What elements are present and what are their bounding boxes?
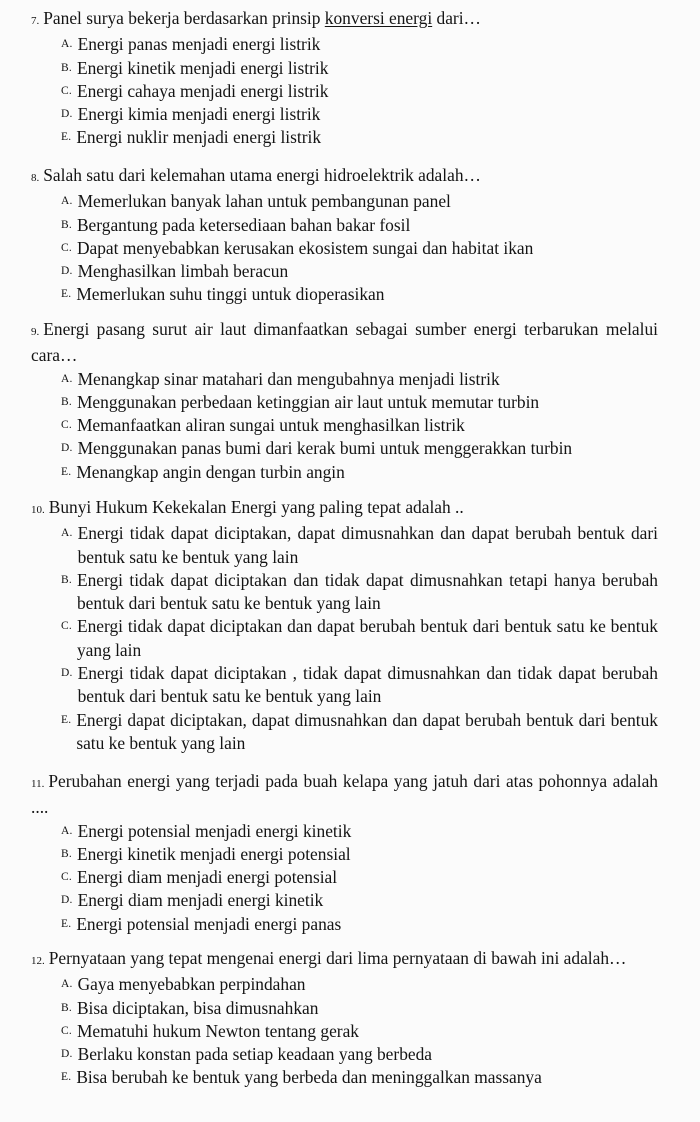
option-letter: A. [61,372,73,385]
question-10 [31,496,658,755]
option-text: Menggunakan perbedaan ketinggian air laut untuk memutar turbin [76,391,540,412]
option-text: Energi kimia menjadi energi listrik [77,104,321,125]
option-text: Bisa berubah ke bentuk yang berbeda dan meninggalkan massanya [76,1067,542,1088]
option-text: Energi nuklir menjadi energi listrik [76,127,322,148]
option-c[interactable] [61,615,658,662]
option-a[interactable] [61,190,658,213]
option-b[interactable] [61,997,658,1020]
option-b[interactable] [61,57,658,80]
option-text: Energi tidak dapat diciptakan dan tidak dapat dimusnahkan tetapi hanya berubah bentuk dari bentuk satu ke bentuk yang lain [76,569,658,614]
option-letter: D. [61,894,73,907]
option-text: Energi potensial menjadi energi panas [76,913,342,934]
option-a[interactable] [61,33,658,56]
option-text: Memerlukan banyak lahan untuk pembangunan panel [77,191,451,212]
option-text: Memanfaatkan aliran sungai untuk menghasilkan listrik [76,415,465,436]
option-d[interactable] [61,260,658,283]
question-9 [31,318,658,484]
option-letter: B. [61,847,72,860]
option-letter: B. [61,573,72,586]
option-c[interactable] [61,237,658,260]
option-e[interactable] [61,709,658,756]
option-text: Mematuhi hukum Newton tentang gerak [76,1020,359,1041]
question-7 [31,7,658,150]
option-text: Energi potensial menjadi energi kinetik [77,820,352,841]
question-11 [31,770,658,936]
options-list [61,33,658,149]
option-a[interactable] [61,522,658,569]
option-e[interactable] [61,283,658,306]
option-text: Energi tidak dapat diciptakan , tidak dapat dimusnahkan dan tidak dapat berubah bentuk dari bentuk satu ke bentuk yang lain [77,663,658,707]
question-number: 11. [31,778,45,790]
option-a[interactable] [61,973,658,996]
option-text: Menggunakan panas bumi dari kerak bumi untuk menggerakkan turbin [77,438,573,459]
option-letter: C. [61,84,72,97]
option-d[interactable] [61,889,658,912]
option-text: Energi panas menjadi energi listrik [77,34,321,55]
question-number: 12. [31,955,45,967]
options-list [61,522,658,755]
question-8 [31,164,658,307]
option-letter: E. [61,131,72,144]
option-text: Energi tidak dapat diciptakan dan dapat berubah bentuk dari bentuk satu ke bentuk yang lain [76,616,658,660]
option-text: Memerlukan suhu tinggi untuk dioperasikan [76,284,385,305]
option-text: Energi tidak dapat diciptakan, dapat dimusnahkan dan dapat berubah bentuk dari bentuk satu ke bentuk yang lain [77,523,658,567]
option-d[interactable] [61,103,658,126]
question-stem: 7. Panel surya bekerja berdasarkan prinsip konversi energi dari… [31,8,481,28]
options-list [61,190,658,306]
option-letter: A. [61,978,73,991]
option-e[interactable] [61,126,658,149]
option-b[interactable] [61,843,658,866]
option-c[interactable] [61,80,658,103]
underlined-term: konversi energi [324,8,433,28]
option-letter: B. [61,61,72,74]
option-text: Menangkap angin dengan turbin angin [76,461,345,482]
option-letter: E. [61,1071,72,1084]
option-d[interactable] [61,662,658,709]
option-text: Berlaku konstan pada setiap keadaan yang berbeda [77,1044,433,1065]
option-b[interactable] [61,391,658,414]
question-stem: 9. Energi pasang surut air laut dimanfaatkan sebagai sumber energi terbarukan melalui cara… [31,319,658,366]
option-letter: C. [61,620,72,633]
option-letter: D. [61,108,73,121]
option-letter: C. [61,871,72,884]
option-text: Dapat menyebabkan kerusakan ekosistem sungai dan habitat ikan [76,237,534,258]
question-stem: 12. Pernyataan yang tepat mengenai energi dari lima pernyataan di bawah ini adalah… [31,948,627,968]
option-b[interactable] [61,214,658,237]
option-text: Gaya menyebabkan perpindahan [77,974,306,995]
option-c[interactable] [61,414,658,437]
option-text: Energi diam menjadi energi potensial [76,867,338,888]
option-letter: D. [61,1048,73,1061]
option-letter: C. [61,1024,72,1037]
option-a[interactable] [61,820,658,843]
question-stem: 8. Salah satu dari kelemahan utama energi hidroelektrik adalah… [31,165,481,185]
option-letter: B. [61,218,72,231]
options-list [61,820,658,936]
option-letter: B. [61,1001,72,1014]
option-d[interactable] [61,437,658,460]
option-letter: E. [61,917,72,930]
options-list [61,368,658,484]
option-e[interactable] [61,1066,658,1089]
option-letter: E. [61,713,72,726]
question-stem: 11. Perubahan energi yang terjadi pada buah kelapa yang jatuh dari atas pohonnya adalah .... [31,771,658,818]
option-letter: B. [61,395,72,408]
question-number: 7. [31,15,40,27]
question-number: 8. [31,172,40,184]
option-letter: A. [61,38,73,51]
option-letter: A. [61,527,73,540]
question-number: 9. [31,326,40,338]
option-b[interactable] [61,569,658,616]
option-letter: C. [61,419,72,432]
option-e[interactable] [61,913,658,936]
question-number: 10. [31,504,45,516]
option-text: Bergantung pada ketersediaan bahan bakar fosil [76,214,411,235]
option-text: Energi cahaya menjadi energi listrik [76,80,329,101]
option-letter: E. [61,465,72,478]
option-text: Menghasilkan limbah beracun [77,261,289,282]
option-text: Energi diam menjadi energi kinetik [77,890,324,911]
option-c[interactable] [61,1020,658,1043]
option-text: Menangkap sinar matahari dan mengubahnya menjadi listrik [77,368,500,389]
option-d[interactable] [61,1043,658,1066]
option-text: Bisa diciptakan, bisa dimusnahkan [76,997,319,1018]
option-a[interactable] [61,368,658,391]
option-text: Energi kinetik menjadi energi listrik [76,57,329,78]
option-letter: D. [61,265,73,278]
option-c[interactable] [61,866,658,889]
option-letter: D. [61,442,73,455]
option-letter: A. [61,195,73,208]
option-letter: D. [61,667,73,680]
option-letter: C. [61,241,72,254]
option-text: Energi dapat diciptakan, dapat dimusnahkan dan dapat berubah bentuk dari bentuk satu ke bentuk yang lain [76,709,658,753]
option-letter: A. [61,824,73,837]
question-stem: 10. Bunyi Hukum Kekekalan Energi yang paling tepat adalah .. [31,497,464,517]
question-12 [31,947,658,1090]
option-letter: E. [61,288,72,301]
option-e[interactable] [61,461,658,484]
option-text: Energi kinetik menjadi energi potensial [76,843,351,864]
options-list [61,973,658,1089]
